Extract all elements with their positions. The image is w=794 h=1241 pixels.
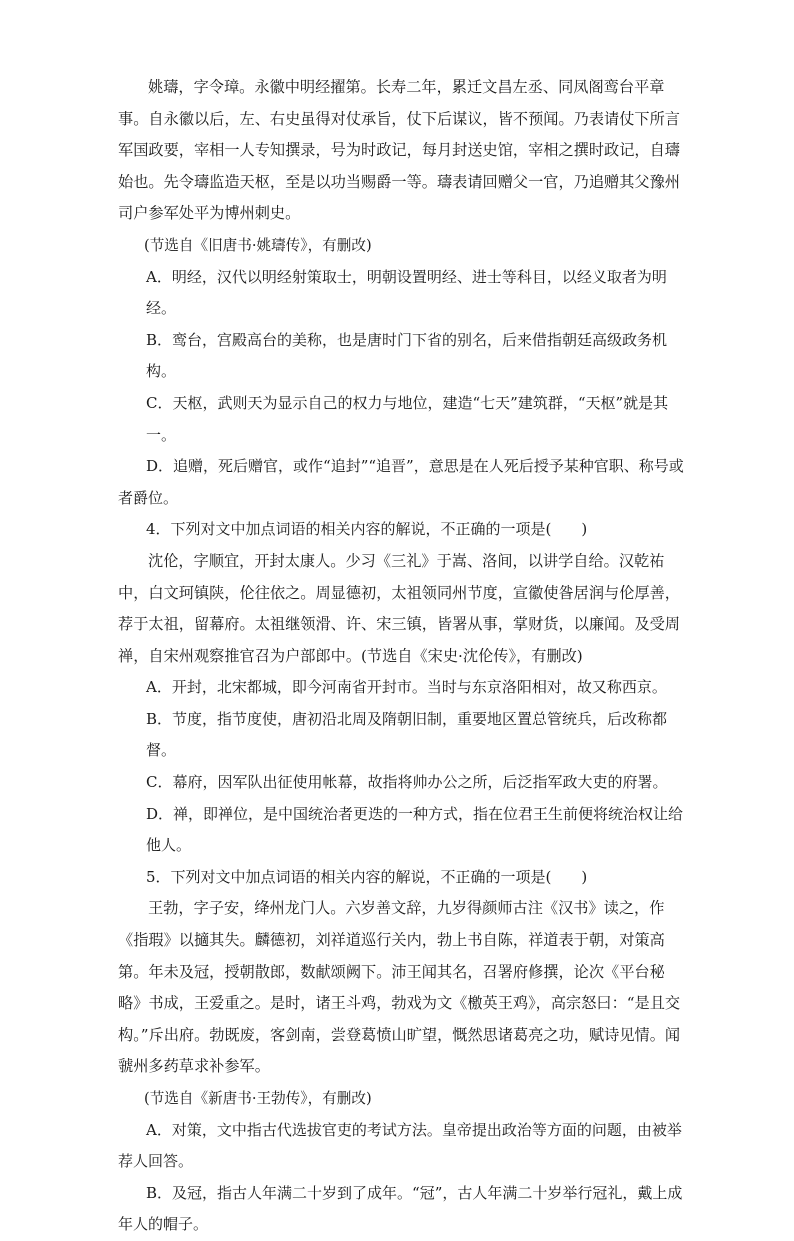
question-4: 4．下列对文中加点词语的相关内容的解说，不正确的一项是( )	[146, 520, 588, 539]
passage-shen-lun: 沈伦，字顺宜，开封太康人。少习《三礼》于嵩、洛间，以讲学自给。汉乾祐中，白文珂镇陕，伦往依之。周显德初，太祖领同州节度，宣徽使昝居润与伦厚善，荐于太祖，留幕府。太祖继领滑、许、宋三镇，皆署从事，掌财货，以廉闻。及受周禅，自宋州观察推官召为户部郎中。(节选自《宋史·沈伦传》，有删改)	[118, 551, 680, 665]
source-citation: (节选自《新唐书·王勃传》，有删改)	[144, 1090, 372, 1107]
question-5: 5．下列对文中加点词语的相关内容的解说，不正确的一项是( )	[146, 867, 588, 886]
passage-yao-shu: 姚璹，字令璋。永徽中明经擢第。长寿二年，累迁文昌左丞、同凤阁鸾台平章事。自永徽以后，左、右史虽得对仗承旨，仗下后谋议，皆不预闻。乃表请仗下所言军国政要，宰相一人专知撰录，号为时政记，每月封送史馆，宰相之撰时政记，自璹始也。先令璹监造天枢，至是以功当赐爵一等。璹表请回赠父一官，乃追赠其父豫州司户参军处平为博州刺史。	[118, 78, 680, 223]
option-c: C．天枢，武则天为显示自己的权力与地位，建造“七天”建筑群，“天枢”就是其一。	[146, 393, 669, 444]
option-a: A．明经，汉代以明经射策取士，明朝设置明经、进士等科目，以经义取者为明经。	[146, 267, 667, 318]
option-b: B．节度，指节度使，唐初沿北周及隋朝旧制，重要地区置总管统兵，后改称都督。	[146, 709, 668, 760]
option-a: A．对策，文中指古代选拔官吏的考试方法。皇帝提出政治等方面的问题，由被举荐人回答。	[118, 1120, 682, 1171]
source-citation: (节选自《旧唐书·姚璹传》，有删改)	[144, 236, 372, 254]
passage-wang-bo: 王勃，字子安，绛州龙门人。六岁善文辞，九岁得颜师古注《汉书》读之，作《指瑕》以擿其失。麟德初，刘祥道巡行关内，勃上书自陈，祥道表于朝，对策高第。年未及冠，授朝散郎，数献颂阙下。沛王闻其名，召署府修撰，论次《平台秘略》书成，王爱重之。是时，诸王斗鸡，勃戏为文《檄英王鸡》，高宗怒曰：“是且交构。”斥出府。勃既废，客剑南，尝登葛愤山旷望，慨然思诸葛亮之功，赋诗见情。闻虢州多药草求补参军。	[118, 899, 681, 1076]
option-c: C．幕府，因军队出征使用帐幕，故指将帅办公之所，后泛指军政大吏的府署。	[146, 773, 668, 792]
option-a: A．开封，北宋都城，即今河南省开封市。当时与东京洛阳相对，故又称西京。	[146, 678, 667, 697]
option-b: B．及冠，指古人年满二十岁到了成年。“冠”，古人年满二十岁举行冠礼，戴上成年人的帽子。	[118, 1183, 683, 1234]
option-d: D．追赠，死后赠官，或作“追封”“追晋”，意思是在人死后授予某种官职、称号或者爵位。	[118, 457, 684, 507]
option-d: D．禅，即禅位，是中国统治者更迭的一种方式，指在位君王生前便将统治权让给他人。	[146, 804, 684, 855]
option-b: B．鸾台，宫殿高台的美称，也是唐时门下省的别名，后来借指朝廷高级政务机构。	[146, 330, 668, 381]
